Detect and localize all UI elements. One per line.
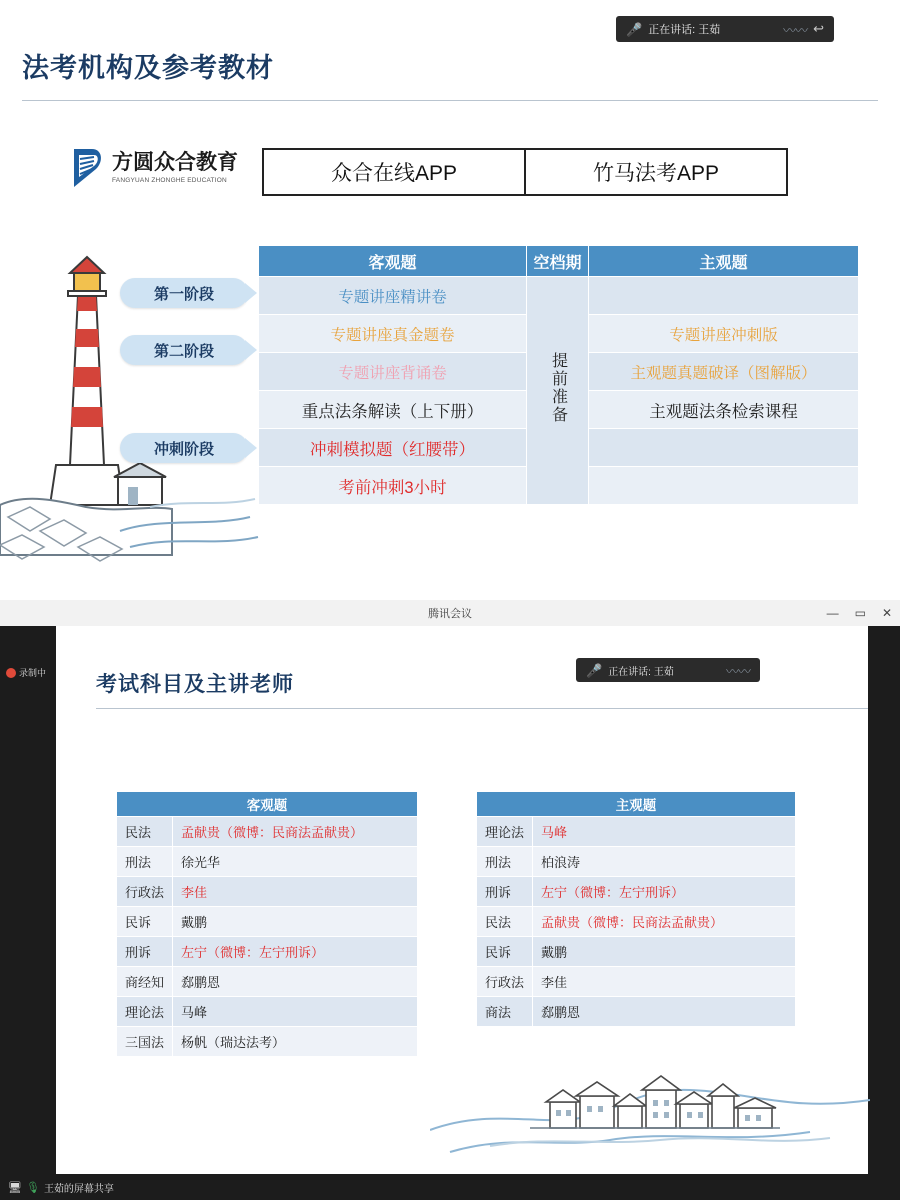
cell-teacher: 柏浪涛: [533, 847, 796, 877]
cell-objective-0: 专题讲座精讲卷: [259, 277, 527, 315]
table-row: [477, 937, 796, 967]
cell-subjective-5: [589, 467, 859, 505]
cell-teacher: 徐光华: [173, 847, 418, 877]
cell-subject: 三国法: [117, 1027, 173, 1057]
mic-on-icon: 🎙: [25, 1181, 40, 1194]
fangyuan-logo-icon: [72, 147, 106, 189]
monitor-icon: 🖥: [8, 1181, 22, 1194]
cell-teacher: 孟献贵（微博：民商法孟献贵）: [173, 817, 418, 847]
cell-subjective-0: [589, 277, 859, 315]
app-item-0[interactable]: 众合在线APP: [330, 162, 458, 185]
cell-teacher: 戴鹏: [533, 937, 796, 967]
cell-subjective-1: 专题讲座冲刺版: [589, 315, 859, 353]
cell-subject: 商法: [477, 997, 533, 1027]
cell-teacher: 李佳: [173, 877, 418, 907]
cell-subjective-3: 主观题法条检索课程: [589, 391, 859, 429]
stage-pill-1: 第二阶段: [120, 335, 248, 365]
cell-teacher: 郄鹏恩: [173, 967, 418, 997]
cell-gap-period: [527, 277, 589, 505]
cell-subjective-4: [589, 429, 859, 467]
cell-teacher: 左宁（微博：左宁刑诉）: [173, 937, 418, 967]
cell-teacher: 孟献贵（微博：民商法孟献贵）: [533, 907, 796, 937]
window-title: 腾讯会议: [428, 608, 472, 620]
cell-subject: 民法: [477, 907, 533, 937]
cell-subject: 理论法: [117, 997, 173, 1027]
column-header-objective: 客观题: [117, 792, 418, 817]
slide2-title-divider: [96, 708, 868, 709]
table-row: [117, 907, 418, 937]
course-materials-table: [258, 245, 859, 505]
cell-subject: 商经知: [117, 967, 173, 997]
cell-teacher: 杨帆（瑞达法考）: [173, 1027, 418, 1057]
cell-subject: 民诉: [477, 937, 533, 967]
cell-subject: 行政法: [117, 877, 173, 907]
cell-objective-4: 冲刺模拟题（红腰带）: [259, 429, 527, 467]
table-row: [259, 277, 859, 315]
right-toolbar: [868, 626, 900, 1174]
cell-teacher: 马峰: [173, 997, 418, 1027]
cell-objective-1: 专题讲座真金题卷: [259, 315, 527, 353]
table-row: [117, 817, 418, 847]
minimize-button[interactable]: —: [826, 606, 839, 620]
stage-pill-2: 冲刺阶段: [120, 433, 248, 463]
screen-share-status[interactable]: [8, 1180, 114, 1195]
table-row: [477, 847, 796, 877]
active-speaker-label-2: 正在讲话: 王茹: [608, 666, 674, 678]
screen-share-label: 王茹的屏幕共享: [43, 1183, 114, 1195]
column-header-subjective: 主观题: [589, 246, 859, 277]
cell-teacher: 左宁（微博：左宁刑诉）: [533, 877, 796, 907]
column-header-gap: 空档期: [527, 246, 589, 277]
column-header-objective: 客观题: [259, 246, 527, 277]
table-row: [477, 967, 796, 997]
table-header-row: [259, 246, 859, 277]
recording-indicator[interactable]: [6, 666, 46, 679]
microphone-icon: 🎤: [586, 662, 603, 678]
stage-pill-0: 第一阶段: [120, 278, 248, 308]
brand-subtitle: FANGYUAN ZHONGHE EDUCATION: [112, 176, 227, 184]
recording-label: 录制中: [19, 668, 47, 678]
coastal-town-illustration: [430, 1060, 870, 1170]
table-row: [477, 817, 796, 847]
table-header-row: [477, 792, 796, 817]
table-row: [117, 967, 418, 997]
cell-teacher: 郄鹏恩: [533, 997, 796, 1027]
brand-name: 方圆众合教育: [112, 151, 238, 175]
column-header-subjective: 主观题: [477, 792, 796, 817]
cell-objective-2: 专题讲座背诵卷: [259, 353, 527, 391]
cell-teacher: 马峰: [533, 817, 796, 847]
table-row: [117, 847, 418, 877]
active-speaker-indicator-2: [576, 658, 760, 682]
cell-objective-5: 考前冲刺3小时: [259, 467, 527, 505]
back-arrow-icon[interactable]: ↩: [813, 21, 824, 36]
cell-subject: 刑诉: [477, 877, 533, 907]
cell-subject: 民法: [117, 817, 173, 847]
cell-subjective-2: 主观题真题破译（图解版）: [589, 353, 859, 391]
table-row: [117, 877, 418, 907]
maximize-button[interactable]: ▭: [854, 606, 866, 620]
slide2-title: 考试科目及主讲老师: [96, 673, 294, 696]
table-row: [117, 937, 418, 967]
table-row: [477, 877, 796, 907]
active-speaker-indicator: [616, 16, 834, 42]
subjective-teachers-table: [476, 791, 796, 1027]
cell-teacher: 戴鹏: [173, 907, 418, 937]
table-row: [477, 997, 796, 1027]
cell-subject: 行政法: [477, 967, 533, 997]
objective-teachers-table: [116, 791, 418, 1057]
cell-subject: 刑诉: [117, 937, 173, 967]
record-icon: [6, 668, 16, 678]
page-title: 法考机构及参考教材: [22, 53, 274, 83]
table-header-row: [117, 792, 418, 817]
cell-teacher: 李佳: [533, 967, 796, 997]
app-item-1[interactable]: 竹马法考APP: [592, 162, 720, 185]
table-row: [117, 997, 418, 1027]
cell-subject: 理论法: [477, 817, 533, 847]
table-row: [477, 907, 796, 937]
window-controls: [827, 600, 892, 626]
cell-subject: 刑法: [477, 847, 533, 877]
cell-objective-3: 重点法条解读（上下册）: [259, 391, 527, 429]
app-list-box: [262, 148, 788, 196]
audio-wave-icon: 〰〰: [783, 22, 808, 38]
active-speaker-label: 正在讲话: 王茹: [648, 24, 721, 36]
table-row: [117, 1027, 418, 1057]
close-button[interactable]: ✕: [881, 606, 892, 620]
left-toolbar: [0, 626, 56, 1174]
title-divider: [22, 100, 878, 101]
brand-logo: [72, 143, 242, 193]
window-titlebar: [0, 600, 900, 627]
audio-wave-icon: 〰〰: [725, 663, 750, 679]
meeting-bottom-bar: [0, 1174, 900, 1200]
cell-subject: 民诉: [117, 907, 173, 937]
microphone-icon: 🎤: [626, 21, 643, 37]
cell-subject: 刑法: [117, 847, 173, 877]
cell-gap-period-text: 提前准备: [549, 351, 567, 424]
